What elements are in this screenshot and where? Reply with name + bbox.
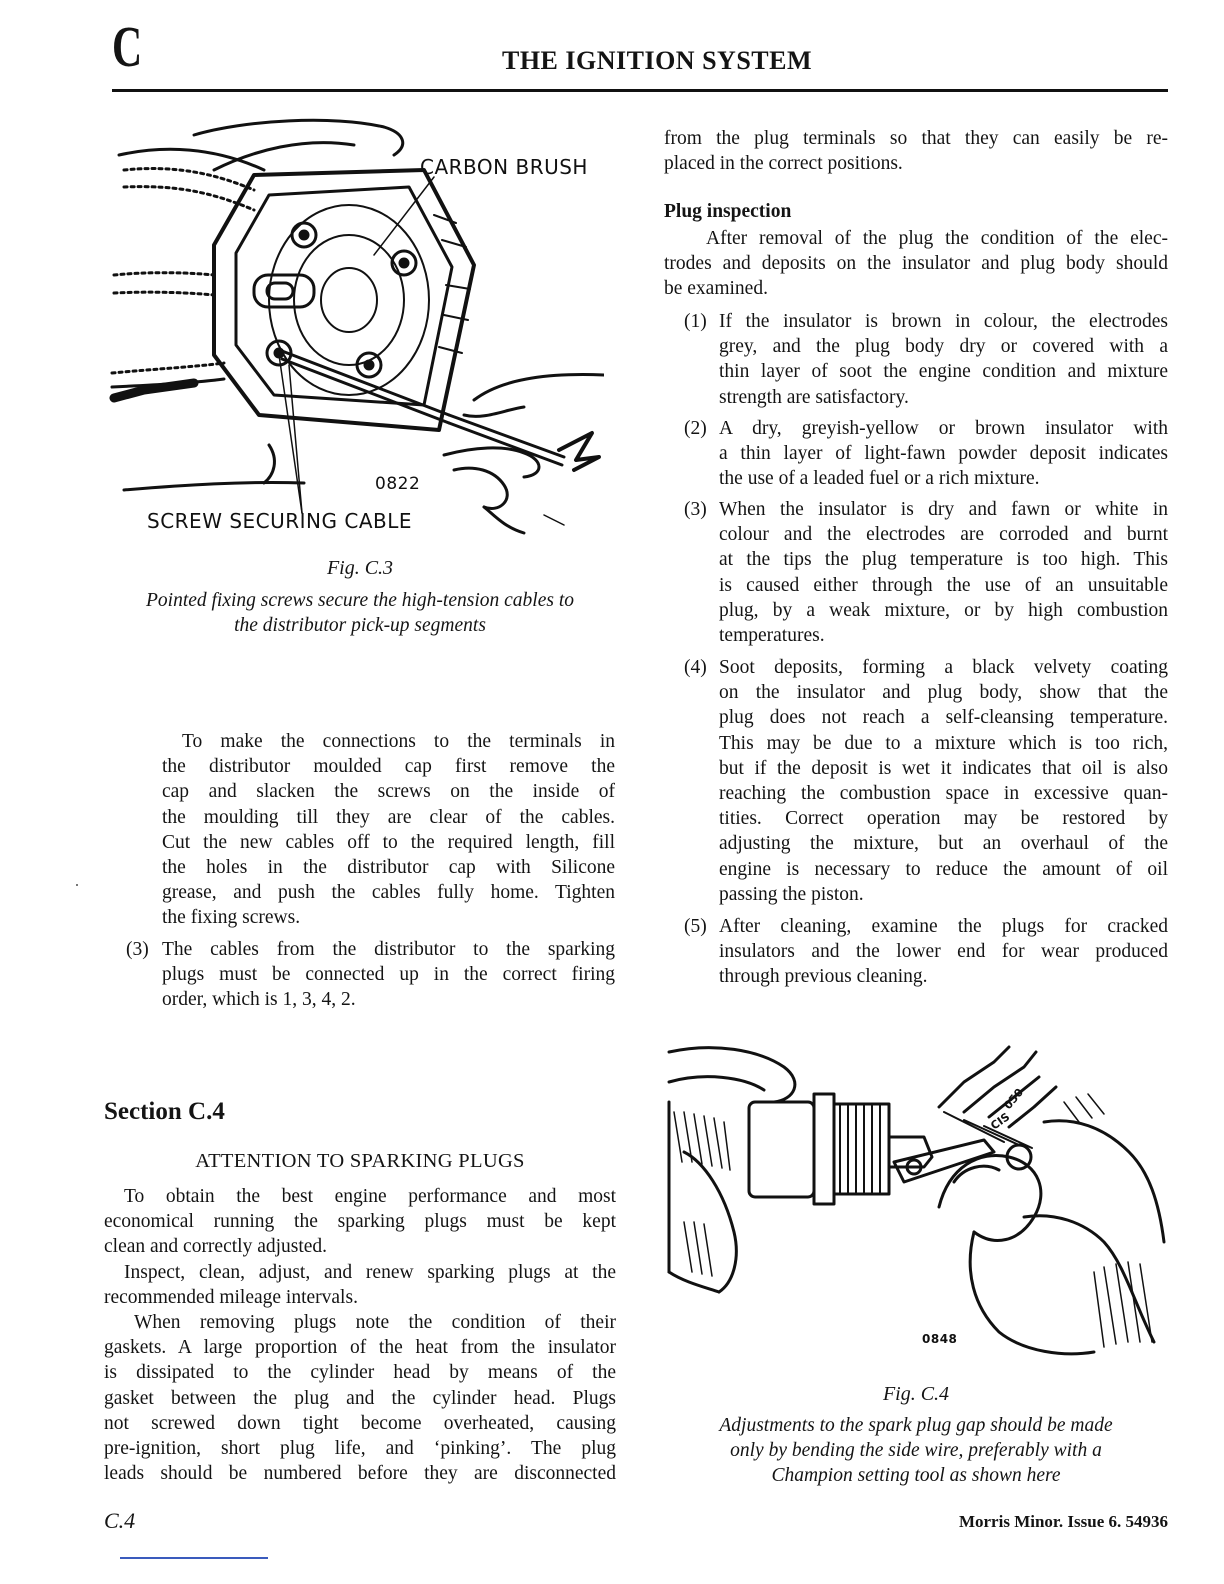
section-heading: Section C.4 — [104, 1098, 225, 1125]
inspection-item-2 — [684, 416, 1168, 494]
text-line: passing the piston. — [719, 883, 864, 905]
text-line: the holes in the distributor cap with Silicone — [162, 857, 615, 879]
item-number: (5) — [684, 916, 707, 937]
text-line: leads should be numbered before they are disconnected — [104, 1463, 616, 1485]
text-line: not screwed down tight become overheated, causing — [104, 1412, 616, 1434]
text-line: grey, and the plug body dry or covered with a — [719, 336, 1168, 358]
gauge-mark-a: CIS — [988, 1110, 1013, 1133]
text-line: the use of a leaded fuel or a rich mixture. — [719, 468, 1040, 490]
text-line: colour and the electrodes are corroded and burnt — [719, 524, 1168, 546]
text-line: is dissipated to the cylinder head by means of the — [104, 1362, 616, 1384]
item-number: (3) — [684, 499, 707, 520]
text-line: Soot deposits, forming a black velvety coating — [719, 657, 1168, 678]
section-letter: C — [112, 14, 143, 79]
text-line: through previous cleaning. — [719, 966, 928, 988]
caption-line: the distributor pick-up segments — [234, 615, 486, 636]
caption-line: Pointed fixing screws secure the high-tension cables to — [145, 590, 574, 611]
item-number: (2) — [684, 418, 707, 439]
text-line: To make the connections to the terminals in — [182, 731, 615, 752]
scan-speck — [76, 884, 78, 886]
caption-line: Champion setting tool as shown here — [771, 1465, 1061, 1486]
text-line: trodes and deposits on the insulator and plug body should — [664, 253, 1168, 275]
text-line: the distributor moulded cap first remove the — [162, 756, 615, 778]
figure-c3-title: Fig. C.3 — [326, 557, 394, 579]
text-line: gasket between the plug and the cylinder head. Plugs — [104, 1387, 616, 1409]
page-number: C.4 — [104, 1508, 136, 1533]
text-line: plugs must be connected up in the correct firing — [162, 964, 615, 986]
publication-info: Morris Minor. Issue 6. 54936 — [958, 1512, 1168, 1531]
figure-c4-title: Fig. C.4 — [882, 1383, 950, 1405]
text-line: After cleaning, examine the plugs for cracked — [719, 916, 1168, 937]
text-line: economical running the sparking plugs must be kept — [104, 1211, 616, 1233]
plug-inspection-heading: Plug inspection — [664, 201, 792, 222]
item-number: (1) — [684, 311, 707, 332]
inspection-item-4 — [684, 655, 1168, 910]
page-title — [0, 46, 1224, 76]
inspection-item-3 — [684, 497, 1168, 651]
text-line: gaskets. A large proportion of the heat from the insulator — [104, 1337, 616, 1359]
text-line: a thin layer of light-fawn powder deposit indicates — [719, 443, 1168, 465]
text-line: order, which is 1, 3, 4, 2. — [162, 989, 356, 1011]
text-line: temperatures. — [719, 625, 825, 647]
text-line: from the plug terminals so that they can easily be re- — [664, 128, 1168, 149]
connections-paragraph — [162, 729, 615, 931]
text-line: the moulding till they are clear of the cables. — [162, 806, 615, 828]
inspection-item-1 — [684, 309, 1168, 409]
page-title-text: THE IGNITION SYSTEM — [501, 46, 813, 75]
text-line: After removal of the plug the condition of the elec- — [706, 228, 1168, 249]
text-line: clean and correctly adjusted. — [104, 1236, 328, 1258]
section-subheading: ATTENTION TO SPARKING PLUGS — [195, 1150, 525, 1172]
text-line: on the insulator and plug body, show that the — [719, 682, 1168, 704]
text-line: is caused either through the use of an unsuitable — [719, 574, 1168, 596]
intro-paragraph — [664, 126, 1168, 176]
text-line: strength are satisfactory. — [719, 386, 909, 408]
caption-line: only by bending the side wire, preferably with a — [730, 1440, 1102, 1461]
text-line: recommended mileage intervals. — [104, 1286, 358, 1308]
text-line: but if the deposit is wet it indicates that oil is also — [719, 757, 1168, 779]
text-line: When removing plugs note the condition of their — [134, 1312, 616, 1334]
text-line: This may be due to a mixture which is too rich, — [719, 732, 1168, 754]
screw-securing-cable-label: SCREW SECURING CABLE — [147, 509, 413, 533]
text-line: cap and slacken the screws on the inside of — [162, 781, 615, 803]
text-line: the fixing screws. — [162, 907, 301, 929]
scan-mark — [120, 1557, 268, 1559]
figure-c3-caption — [104, 588, 616, 638]
inspection-paragraph — [664, 226, 1168, 302]
text-line: Inspect, clean, adjust, and renew sparking plugs at the — [124, 1261, 616, 1283]
carbon-brush-label: CARBON BRUSH — [420, 155, 588, 179]
text-line: grease, and push the cables fully home. Tighten — [162, 882, 615, 904]
text-line: thin layer of soot the engine condition and mixture — [719, 361, 1168, 383]
text-line: tities. Correct operation may be restored by — [719, 808, 1168, 830]
spark-plug-gap-illustration — [664, 1042, 1168, 1357]
text-line: placed in the correct positions. — [664, 153, 903, 175]
text-line: pre-ignition, short plug life, and ‘pinking’. The plug — [104, 1438, 616, 1460]
text-line: The cables from the distributor to the sparking — [162, 939, 615, 960]
text-line: A dry, greyish-yellow or brown insulator with — [719, 418, 1168, 439]
header-rule — [112, 89, 1168, 92]
text-line: If the insulator is brown in colour, the electrodes — [719, 311, 1168, 332]
inspection-item-5 — [684, 914, 1168, 992]
caption-line: Adjustments to the spark plug gap should be made — [719, 1415, 1113, 1436]
text-line: be examined. — [664, 278, 768, 300]
text-line: at the tips the plug temperature is too high. This — [719, 549, 1168, 571]
drawing-number-c4: 0848 — [922, 1332, 958, 1346]
figure-c4-caption — [664, 1413, 1168, 1488]
text-line: When the insulator is dry and fawn or white in — [719, 499, 1168, 520]
text-line: insulators and the lower end for wear produced — [719, 941, 1168, 963]
left-item-3 — [126, 937, 615, 1017]
text-line: engine is necessary to reduce the amount of oil — [719, 858, 1168, 880]
section-paragraphs — [104, 1184, 616, 1486]
text-line: To obtain the best engine performance and most — [124, 1186, 616, 1207]
text-line: adjusting the mixture, but an overhaul of the — [719, 833, 1168, 855]
drawing-number-c3: 0822 — [375, 474, 421, 494]
text-line: plug, by a weak mixture, or by high combustion — [719, 599, 1168, 621]
item-number: (3) — [126, 939, 149, 960]
item-number: (4) — [684, 657, 707, 678]
gauge-mark-b: 050 — [1001, 1085, 1027, 1112]
text-line: reaching the combustion space in excessive quan- — [719, 783, 1168, 805]
text-line: plug does not reach a self-cleansing temperature. — [719, 707, 1168, 729]
text-line: Cut the new cables off to the required length, fill — [162, 831, 615, 853]
